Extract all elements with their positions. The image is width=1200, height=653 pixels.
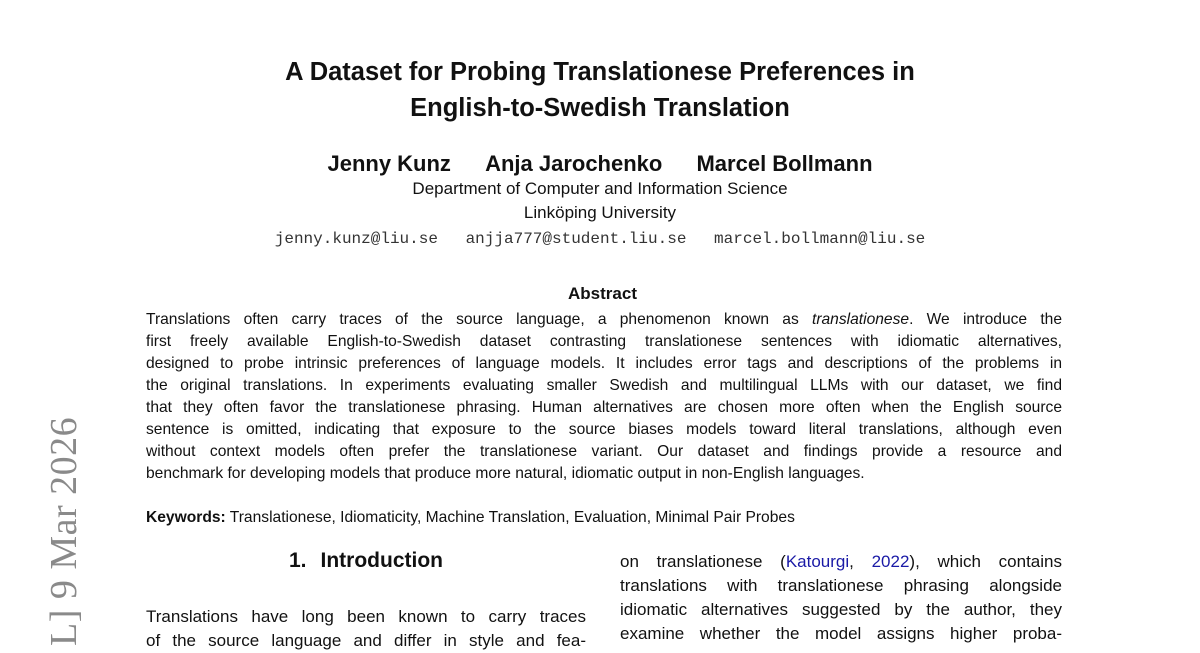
abstract-line: benchmark for developing models that produce more natural, idiomatic output in non-English languages. [146, 465, 865, 482]
author-email: marcel.bollmann@liu.se [714, 230, 926, 248]
author-name: Anja Jarochenko [485, 151, 663, 176]
author-email: anjja777@student.liu.se [465, 230, 687, 248]
body-line: idiomatic alternatives suggested by the author, they [620, 600, 1062, 619]
affiliation-department: Department of Computer and Information Science [412, 179, 788, 198]
emphasized-term: translationese [811, 311, 910, 328]
keywords [146, 507, 1062, 529]
body-line: examine whether the model assigns higher proba- [620, 624, 1062, 643]
abstract-line: without context models often prefer the translationese variant. Our dataset and findings provide a resource and [146, 443, 1062, 460]
abstract-heading: Abstract [568, 284, 637, 303]
keywords-label: Keywords: [146, 509, 226, 526]
arxiv-identifier-text: L] 9 Mar 2026 [43, 416, 85, 646]
paper-title-line-1: A Dataset for Probing Translationese Preferences in [285, 58, 915, 86]
body-line: of the source language and differ in style and fea- [146, 631, 586, 650]
abstract-line: that they often favor the translationese phrasing. Human alternatives are chosen more often when the English source [146, 399, 1062, 416]
body-line: on translationese (Katourgi, 2022), which contains [620, 552, 1062, 571]
author-name: Marcel Bollmann [696, 151, 873, 176]
author-name: Jenny Kunz [327, 151, 451, 176]
affiliation-university: Linköping University [523, 203, 677, 222]
section-title: Introduction [320, 549, 443, 572]
left-column-text [146, 605, 586, 653]
section-heading-introduction [146, 546, 586, 576]
citation-link[interactable]: Katourgi [785, 552, 850, 571]
abstract-line: sentence is omitted, indicating that exposure to the source biases models toward literal translations, although even [146, 421, 1062, 438]
author-email: jenny.kunz@liu.se [274, 230, 438, 248]
abstract-line: Translations often carry traces of the source language, a phenomenon known as translationese. We introduce the [146, 311, 1062, 328]
body-line: translations with translationese phrasing alongside [620, 576, 1062, 595]
abstract-line: first freely available English-to-Swedish dataset contrasting translationese sentences with idiomatic alternatives, [146, 333, 1062, 350]
right-column-text [620, 550, 1062, 646]
abstract-text [146, 309, 1062, 485]
paper-title [0, 54, 1200, 126]
abstract-line: the original translations. In experiments evaluating smaller Swedish and multilingual LLMs with our dataset, we find [146, 377, 1062, 394]
citation-link[interactable]: 2022 [871, 552, 910, 571]
author-emails [0, 228, 1200, 250]
keywords-list: Translationese, Idiomaticity, Machine Translation, Evaluation, Minimal Pair Probes [225, 509, 795, 526]
body-line: Translations have long been known to carry traces [146, 607, 586, 626]
abstract-line: designed to probe intrinsic preferences of language models. It includes error tags and descriptions of the problems in [146, 355, 1062, 372]
author-list [0, 149, 1200, 179]
section-number: 1. [289, 549, 307, 572]
arxiv-sidebar-stamp [12, 300, 92, 648]
paper-title-line-2: English-to-Swedish Translation [410, 94, 790, 122]
